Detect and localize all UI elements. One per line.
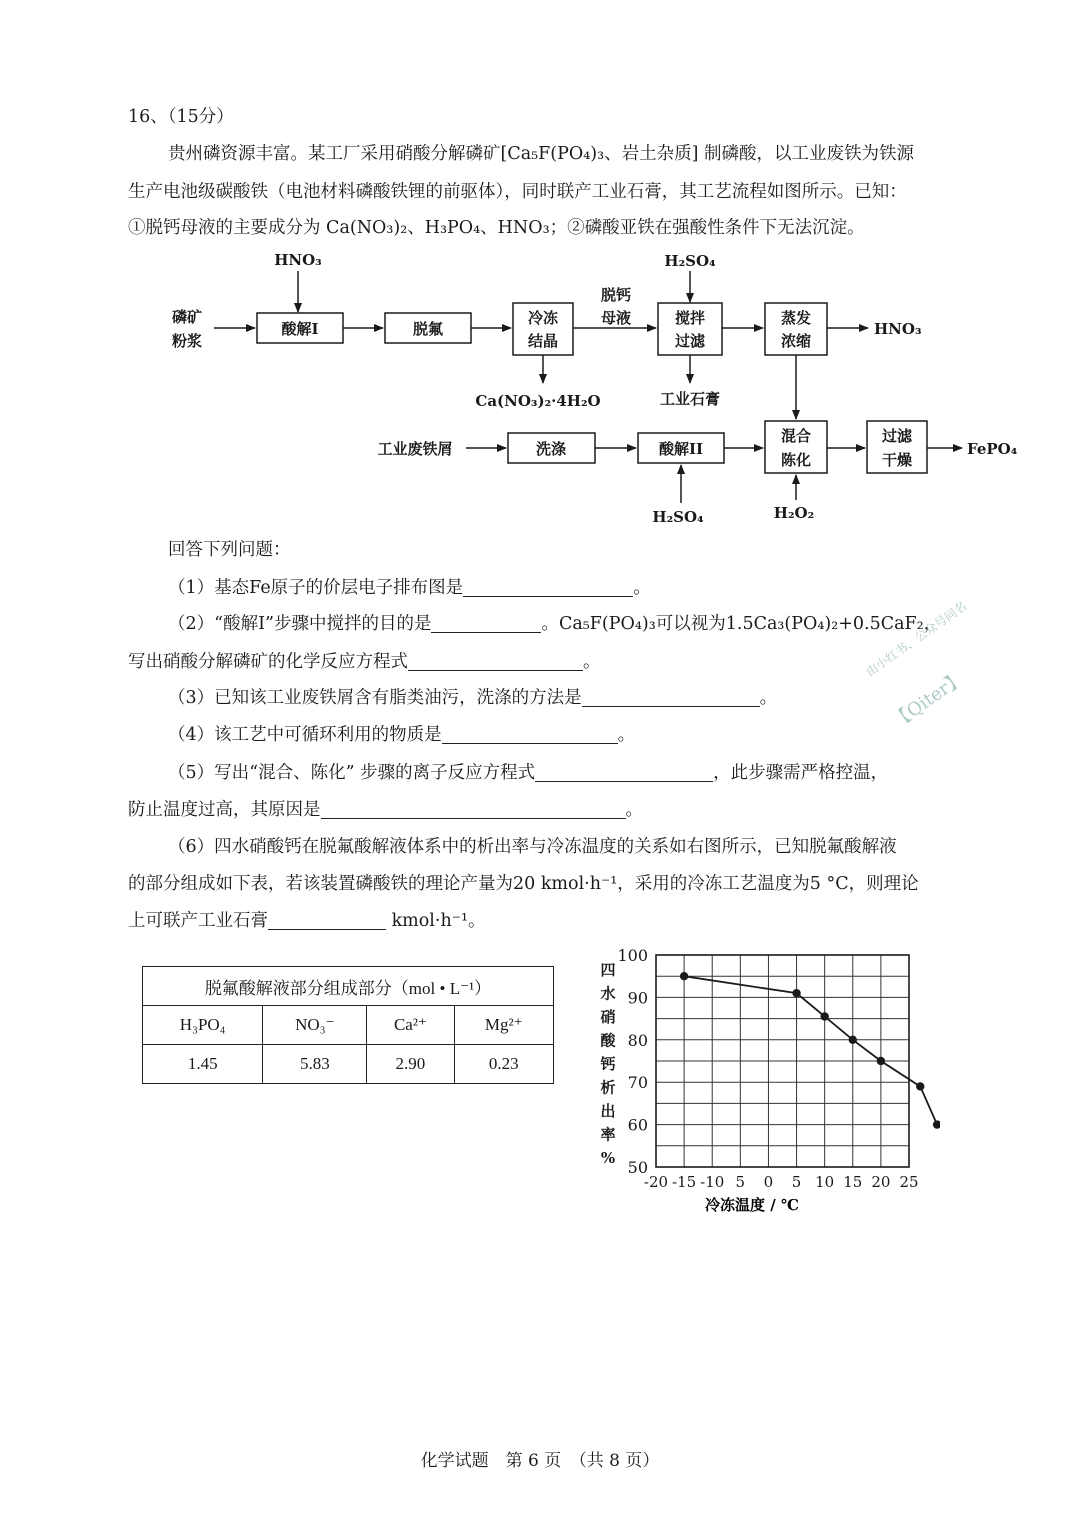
y-label-char: 析 [600, 1078, 616, 1097]
x-tick-label: -10 [700, 1173, 725, 1191]
x-tick-label: 25 [899, 1173, 919, 1191]
table-cell: 2.90 [367, 1045, 454, 1084]
q6-tail: kmol·h⁻¹。 [386, 911, 486, 931]
y-label-char: 出 [600, 1102, 616, 1120]
data-point [820, 1012, 828, 1020]
y-tick-label: 70 [627, 1073, 648, 1093]
label-fepo4: FePO₄ [967, 440, 1018, 458]
label-evap-1: 蒸发 [780, 309, 812, 327]
composition-table [142, 966, 554, 1084]
label-freeze-1: 冷冻 [527, 309, 559, 327]
table-header: H₃PO₄ [143, 1006, 263, 1045]
question-1 [168, 577, 651, 599]
process-flowchart [0, 0, 1080, 540]
label-defluor: 脱氟 [412, 320, 444, 338]
q5-tail: ，此步骤需严格控温， [713, 763, 889, 783]
q4-text: （4）该工艺中可循环利用的物质是 [168, 725, 442, 745]
table-header: Mg²⁺ [454, 1006, 553, 1045]
y-label-char: 硝 [600, 1008, 616, 1026]
y-tick-label: 80 [627, 1030, 648, 1050]
q3-tail: 。 [759, 688, 778, 708]
x-tick-label: 20 [871, 1173, 891, 1191]
q5-answer-blank[interactable] [535, 763, 713, 782]
question-6-line1: （6）四水硝酸钙在脱氟酸解液体系中的析出率与冷冻温度的关系如右图所示，已知脱氟酸解液 [168, 837, 897, 857]
y-label-char: 水 [600, 984, 616, 1003]
q2b-tail: 。 [583, 652, 601, 672]
data-point [792, 989, 800, 997]
table-header: NO₃⁻ [263, 1006, 367, 1045]
question-2b [128, 651, 601, 673]
watermark-brand: 【Qiter】 [888, 667, 969, 733]
label-h2so4-top: H₂SO₄ [664, 252, 716, 270]
x-tick-label: 15 [843, 1173, 863, 1191]
answer-prompt: 回答下列问题： [168, 540, 291, 560]
label-mother-1: 脱钙 [600, 286, 632, 304]
y-tick-label: 90 [627, 988, 648, 1008]
y-label-char: 钙 [600, 1055, 616, 1073]
x-tick-label: 5 [791, 1173, 802, 1191]
label-h2o2: H₂O₂ [773, 504, 815, 522]
question-6-line2: 的部分组成如下表，若该装置磷酸铁的理论产量为20 kmol·h⁻¹，采用的冷冻工艺温度为5 °C，则理论 [128, 874, 919, 894]
q2-answer-blank[interactable] [431, 614, 541, 633]
question-2 [168, 613, 941, 635]
label-acid1: 酸解I [281, 320, 319, 338]
q2b-text: 写出硝酸分解磷矿的化学反应方程式 [128, 652, 408, 672]
question-4 [168, 724, 635, 746]
question-5 [168, 762, 888, 784]
label-mix-1: 混合 [780, 427, 812, 445]
table-cell: 1.45 [143, 1045, 263, 1084]
q4-tail: 。 [617, 725, 636, 745]
q2-text: （2）“酸解I”步骤中搅拌的目的是 [168, 614, 432, 634]
q1-answer-blank[interactable] [463, 578, 633, 597]
label-mix-2: 陈化 [780, 451, 812, 469]
y-tick-label: 50 [627, 1158, 648, 1177]
label-evap-2: 浓缩 [780, 332, 812, 350]
question-5b [128, 799, 643, 821]
data-point [916, 1082, 924, 1090]
intro-line-3: ①脱钙母液的主要成分为 Ca(NO₃)₂、H₃PO₄、HNO₃；②磷酸亚铁在强酸性条件下无法沉淀。 [128, 218, 865, 238]
data-point [877, 1057, 885, 1065]
q5b-tail: 。 [625, 800, 643, 820]
x-tick-label: 0 [763, 1173, 774, 1191]
q6-text: 上可联产工业石膏 [128, 911, 268, 931]
page-footer: 化学试题 第 6 页 （共 8 页） [420, 1451, 660, 1471]
q5-text: （5）写出“混合、陈化” 步骤的离子反应方程式 [168, 763, 536, 783]
intro-line-2: 生产电池级碳酸铁（电池材料磷酸铁锂的前驱体），同时联产工业石膏，其工艺流程如图所示。已知： [128, 182, 907, 202]
question-number: 16、（15分） [128, 107, 234, 127]
label-raw-1: 磷矿 [171, 308, 203, 326]
label-acid2: 酸解II [658, 440, 704, 458]
q1-text: （1）基态Fe原子的价层电子排布图是 [168, 578, 464, 598]
label-stir-1: 搅拌 [674, 309, 706, 327]
series-line [684, 976, 937, 1124]
q2-tail: 。Ca₅F(PO₄)₃可以视为1.5Ca₃(PO₄)₂+0.5CaF₂， [541, 614, 942, 634]
label-h2so4-bottom: H₂SO₄ [652, 508, 704, 526]
label-freeze-2: 结晶 [527, 332, 559, 350]
table-cell: 5.83 [263, 1045, 367, 1084]
data-point [680, 972, 688, 980]
label-scrap: 工业废铁屑 [377, 440, 453, 458]
q3-text: （3）已知该工业废铁屑含有脂类油污，洗涤的方法是 [168, 688, 582, 708]
q5b-answer-blank[interactable] [321, 800, 626, 819]
x-tick-label: 5 [735, 1173, 746, 1191]
label-hno3-out: HNO₃ [874, 320, 922, 338]
y-tick-label: 60 [627, 1115, 648, 1135]
question-3 [168, 687, 777, 709]
data-point [849, 1036, 857, 1044]
y-label-char: 酸 [600, 1031, 616, 1050]
table-header: Ca²⁺ [367, 1006, 454, 1045]
q1-tail: 。 [633, 578, 651, 598]
label-stir-2: 过滤 [674, 332, 706, 350]
label-raw-2: 粉浆 [171, 332, 203, 350]
data-point [933, 1120, 940, 1128]
table-title: 脱氟酸解液部分组成部分（mol • L⁻¹） [143, 967, 554, 1006]
chart-x-label: 冷冻温度 / ℃ [705, 1196, 799, 1214]
q3-answer-blank[interactable] [582, 688, 760, 707]
intro-line-1: 贵州磷资源丰富。某工厂采用硝酸分解磷矿[Ca₅F(PO₄)₃、岩土杂质] 制磷酸，以工业废铁为铁源 [168, 144, 915, 164]
y-label-char: % [600, 1149, 616, 1167]
label-cano3: Ca(NO₃)₂·4H₂O [475, 392, 601, 410]
q5b-text: 防止温度过高，其原因是 [128, 800, 321, 820]
table-cell: 0.23 [454, 1045, 553, 1084]
label-gypsum: 工业石膏 [659, 390, 721, 408]
x-tick-label: 10 [815, 1173, 835, 1191]
watermark-text: 由小红书、公众号同名 [863, 598, 970, 680]
y-label-char: 率 [600, 1125, 616, 1144]
label-wash: 洗涤 [535, 440, 567, 458]
y-label-char: 四 [600, 961, 616, 979]
label-dry-2: 干燥 [881, 451, 913, 469]
q2b-answer-blank[interactable] [408, 652, 583, 671]
question-6-line3 [128, 910, 485, 932]
precipitation-chart [590, 940, 940, 1230]
label-hno3-in: HNO₃ [274, 251, 322, 269]
x-tick-label: -20 [643, 1173, 669, 1191]
label-mother-2: 母液 [600, 309, 632, 327]
x-tick-label: -15 [672, 1173, 697, 1191]
q4-answer-blank[interactable] [442, 725, 618, 744]
y-tick-label: 100 [617, 946, 648, 965]
q6-answer-blank[interactable] [268, 911, 386, 930]
label-dry-1: 过滤 [881, 427, 913, 445]
